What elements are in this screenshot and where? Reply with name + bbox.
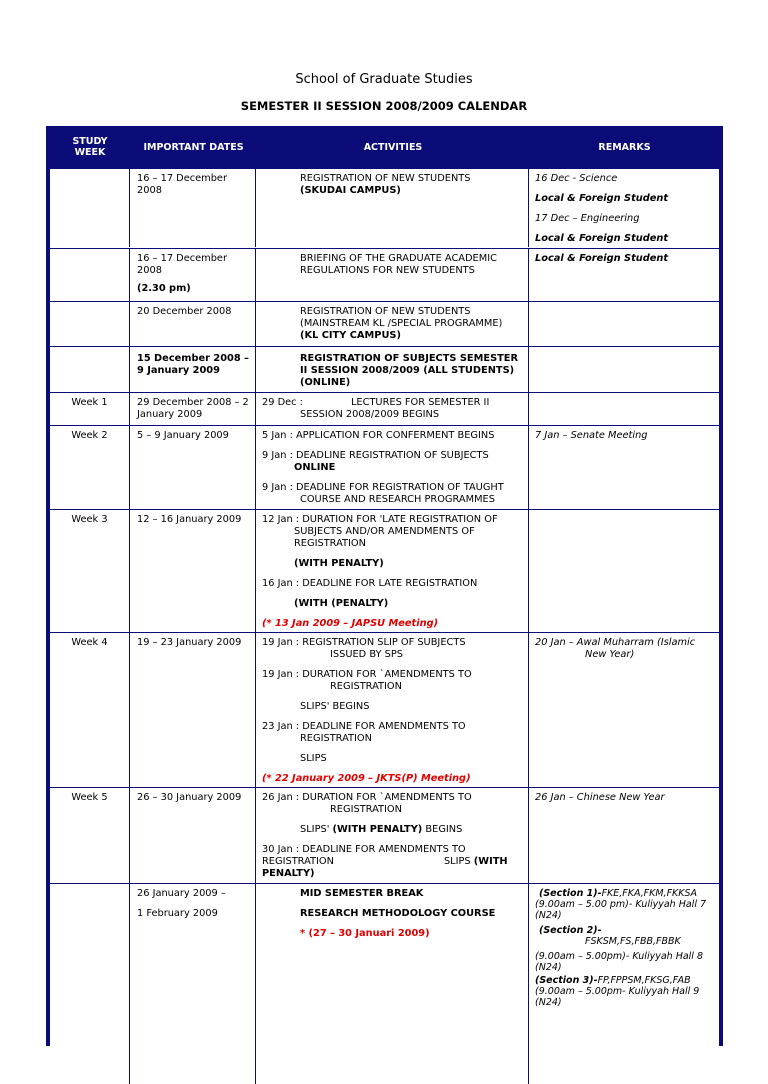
activities-cell: BRIEFING OF THE GRADUATE ACADEMIC REGULATIONS FOR NEW STUDENTS bbox=[257, 249, 529, 301]
week-cell: Week 3 bbox=[50, 510, 130, 632]
remarks-cell bbox=[530, 302, 719, 346]
activities-cell: 29 Dec : LECTURES FOR SEMESTER II SESSION 2008/2009 BEGINS bbox=[257, 393, 529, 425]
week-cell: Week 2 bbox=[50, 426, 130, 509]
remarks-cell bbox=[530, 393, 719, 425]
dates-cell: 19 – 23 January 2009 bbox=[131, 633, 256, 787]
dates-cell: 5 – 9 January 2009 bbox=[131, 426, 256, 509]
table-header bbox=[46, 126, 723, 169]
dates-cell: 26 – 30 January 2009 bbox=[131, 788, 256, 883]
header-remarks: REMARKS bbox=[598, 142, 651, 153]
table-body bbox=[50, 169, 719, 1069]
calendar-title: SEMESTER II SESSION 2008/2009 CALENDAR bbox=[240, 99, 528, 113]
table-row bbox=[50, 392, 719, 425]
dates-cell: 12 – 16 January 2009 bbox=[131, 510, 256, 632]
activities-cell: 5 Jan : APPLICATION FOR CONFERMENT BEGINS 9 Jan : DEADLINE REGISTRATION OF SUBJECTS ONLINE 9 Jan : DEADLINE FOR REGISTRATION OF TAUGHT COURSE AND RESEARCH PROGRAMMES bbox=[257, 426, 529, 509]
remarks-cell: 7 Jan – Senate Meeting bbox=[535, 430, 648, 441]
activities-cell: REGISTRATION OF SUBJECTS SEMESTER II SESSION 2008/2009 (ALL STUDENTS) (ONLINE) bbox=[257, 347, 529, 392]
dates-cell: 29 December 2008 – 2 January 2009 bbox=[131, 393, 256, 425]
dates-cell: 16 – 17 December 2008 bbox=[131, 169, 256, 247]
dates-cell: 15 December 2008 – 9 January 2009 bbox=[131, 347, 256, 392]
header-important-dates: IMPORTANT DATES bbox=[143, 142, 244, 153]
activities-cell: REGISTRATION OF NEW STUDENTS (SKUDAI CAMPUS) bbox=[257, 169, 529, 247]
activities-cell: 26 Jan : DURATION FOR `AMENDMENTS TO REGISTRATION SLIPS' (WITH PENALTY) BEGINS 30 Jan : DEADLINE FOR AMENDMENTS TO REGISTRATION SLIPS (WITH PENALTY) bbox=[257, 788, 529, 883]
remarks-cell: 20 Jan – Awal Muharram (Islamic New Year) bbox=[535, 637, 696, 660]
table-row bbox=[50, 301, 719, 346]
dates-cell: 16 – 17 December 2008 (2.30 pm) bbox=[131, 249, 256, 301]
school-name: School of Graduate Studies bbox=[295, 72, 473, 87]
activities-cell: REGISTRATION OF NEW STUDENTS (MAINSTREAM KL /SPECIAL PROGRAMME) (KL CITY CAMPUS) bbox=[257, 302, 529, 346]
week-cell bbox=[50, 169, 130, 247]
activities-cell: MID SEMESTER BREAK RESEARCH METHODOLOGY COURSE * (27 – 30 Januari 2009) bbox=[257, 884, 529, 1084]
table-row bbox=[50, 787, 719, 883]
activities-cell: 12 Jan : DURATION FOR 'LATE REGISTRATION OF SUBJECTS AND/OR AMENDMENTS OF REGISTRATION (WITH PENALTY) 16 Jan : DEADLINE FOR LATE REGISTRATION (WITH (PENALTY) (* 13 Jan 2009 – JAPSU Meeting) bbox=[257, 510, 529, 632]
table-row bbox=[50, 632, 719, 787]
week-cell bbox=[50, 249, 130, 301]
week-cell bbox=[50, 347, 130, 392]
table-row bbox=[50, 346, 719, 392]
activities-cell: 19 Jan : REGISTRATION SLIP OF SUBJECTS ISSUED BY SPS 19 Jan : DURATION FOR `AMENDMENTS TO REGISTRATION SLIPS' BEGINS 23 Jan : DEADLINE FOR AMENDMENTS TO REGISTRATION SLIPS (* 22 January 2009 – JKTS(P) Meeting) bbox=[257, 633, 529, 787]
dates-cell: 20 December 2008 bbox=[131, 302, 256, 346]
table-row bbox=[50, 425, 719, 509]
week-cell: Week 1 bbox=[50, 393, 130, 425]
table-row bbox=[50, 509, 719, 632]
week-cell: Week 5 bbox=[50, 788, 130, 883]
remarks-cell bbox=[530, 510, 719, 632]
remarks-cell: (Section 1)-FKE,FKA,FKM,FKKSA (9.00am – 5.00 pm)- Kuliyyah Hall 7 (N24) (Section 2)- FSKSM,FS,FBB,FBBK (9.00am – 5.00pm)- Kuliyyah Hall 8 (N24) (Section 3)-FP,FPPSM,FKSG,FAB (9.00am – 5.00pm- Kuliyyah Hall 9 (N24) bbox=[535, 888, 707, 1008]
remarks-cell bbox=[530, 347, 719, 392]
table-row bbox=[50, 883, 719, 1084]
header-study-week: STUDY WEEK bbox=[72, 136, 108, 158]
remarks-cell: 26 Jan – Chinese New Year bbox=[535, 792, 665, 803]
week-cell: Week 4 bbox=[50, 633, 130, 787]
remarks-cell: Local & Foreign Student bbox=[535, 253, 669, 264]
week-cell bbox=[50, 302, 130, 346]
calendar-table bbox=[46, 126, 723, 1046]
table-row bbox=[50, 169, 719, 247]
dates-cell: 26 January 2009 – 1 February 2009 bbox=[131, 884, 256, 1084]
header-activities: ACTIVITIES bbox=[363, 142, 423, 153]
table-row bbox=[50, 248, 719, 301]
week-cell bbox=[50, 884, 130, 1084]
remarks-cell: 16 Dec - Science Local & Foreign Student 17 Dec – Engineering Local & Foreign Student bbox=[535, 173, 669, 244]
